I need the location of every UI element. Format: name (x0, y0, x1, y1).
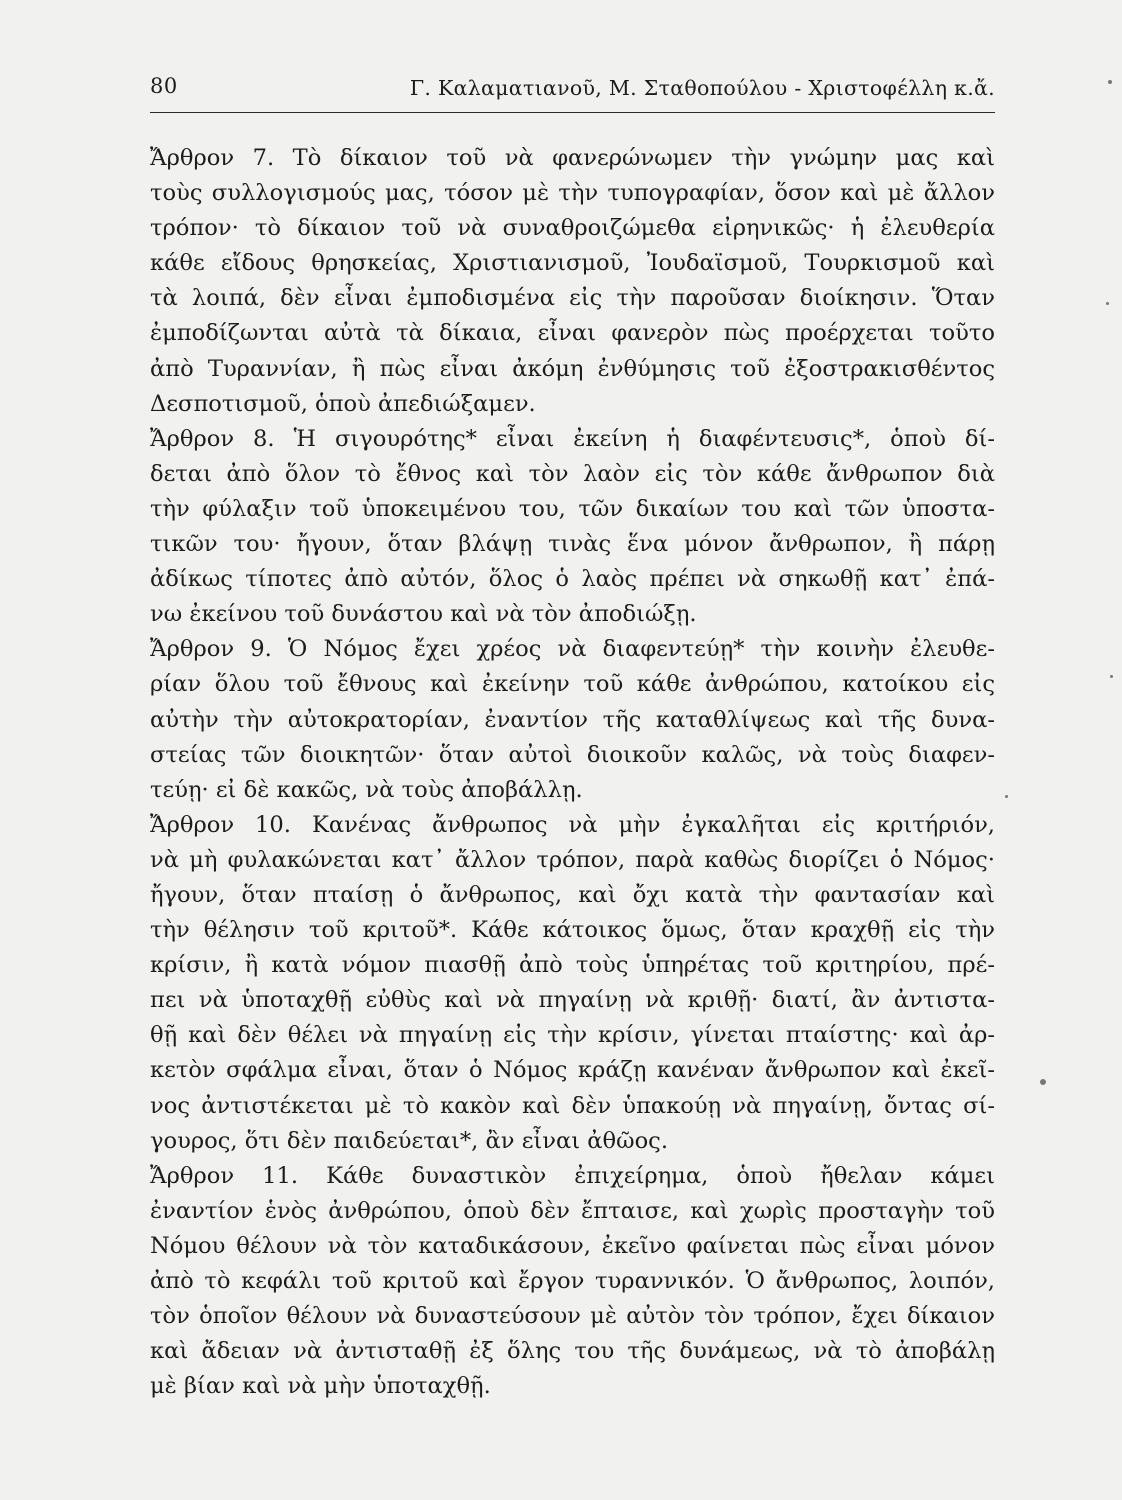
text-line: τοὺς συλλογισμούς μας, τόσον μὲ τὴν τυπογραφίαν, ὅσον καὶ μὲ ἄλλον (150, 180, 995, 207)
scan-speck (1106, 302, 1109, 305)
text-line: κρίσιν, ἢ κατὰ νόμον πιασθῇ ἀπὸ τοὺς ὑπηρέτας τοῦ κριτηρίου, πρέ- (150, 952, 995, 979)
text-line: τὴν θέλησιν τοῦ κριτοῦ*. Κάθε κάτοικος ὅμως, ὅταν κραχθῇ εἰς τὴν (150, 917, 995, 944)
text-line: νω ἐκείνου τοῦ δυνάστου καὶ νὰ τὸν ἀποδιώξῃ. (150, 601, 697, 628)
text-line: γουρος, ὅτι δὲν παιδεύεται*, ἂν εἶναι ἀθῶος. (150, 1127, 669, 1154)
text-line: ρίαν ὅλου τοῦ ἔθνους καὶ ἐκείνην τοῦ κάθε ἀνθρώπου, κατοίκου εἰς (150, 671, 995, 698)
text-line: καὶ ἄδειαν νὰ ἀντισταθῇ ἐξ ὅλης του τῆς δυνάμεως, νὰ τὸ ἀποβάλῃ (150, 1338, 995, 1365)
body-text (150, 141, 995, 1404)
text-line: ἐμποδίζωνται αὐτὰ τὰ δίκαια, εἶναι φανερὸν πὼς προέρχεται τοῦτο (150, 320, 995, 347)
text-line: Δεσποτισμοῦ, ὁποὺ ἀπεδιώξαμεν. (150, 390, 536, 417)
running-head: Γ. Καλαματιανοῦ, Μ. Σταθοπούλου - Χριστοφέλλη κ.ἄ. (409, 76, 995, 100)
text-line: Νόμου θέλουν νὰ τὸν καταδικάσουν, ἐκεῖνο φαίνεται πὼς εἶναι μόνον (150, 1232, 995, 1259)
text-line: Ἄρθρον 7. Τὸ δίκαιον τοῦ νὰ φανερώνωμεν τὴν γνώμην μας καὶ (150, 145, 995, 171)
text-line: Ἄρθρον 11. Κάθε δυναστικὸν ἐπιχείρημα, ὁποὺ ἤθελαν κάμει (150, 1162, 995, 1189)
text-line: ἀπὸ τὸ κεφάλι τοῦ κριτοῦ καὶ ἔργον τυραννικόν. Ὁ ἄνθρωπος, λοιπόν, (150, 1268, 995, 1294)
text-line: τρόπον· τὸ δίκαιον τοῦ νὰ συναθροιζώμεθα εἰρηνικῶς· ἡ ἐλευθερία (150, 215, 995, 242)
text-line: Ἄρθρον 9. Ὁ Νόμος ἔχει χρέος νὰ διαφεντεύῃ* τὴν κοινὴν ἐλευθε- (150, 636, 995, 663)
text-line: Ἄρθρον 8. Ἡ σιγουρότης* εἶναι ἐκείνη ἡ διαφέντευσις*, ὁποὺ δί- (150, 425, 995, 452)
text-line: κάθε εἴδους θρησκείας, Χριστιανισμοῦ, Ἰουδαϊσμοῦ, Τουρκισμοῦ καὶ (150, 250, 995, 277)
text-line: θῇ καὶ δὲν θέλει νὰ πηγαίνῃ εἰς τὴν κρίσιν, γίνεται πταίστης· καὶ ἀρ- (150, 1022, 995, 1049)
text-line: ἀδίκως τίποτες ἀπὸ αὐτόν, ὅλος ὁ λαὸς πρέπει νὰ σηκωθῇ κατ᾽ ἐπά- (150, 566, 995, 593)
text-line: τὸν ὁποῖον θέλουν νὰ δυναστεύσουν μὲ αὐτὸν τὸν τρόπον, ἔχει δίκαιον (150, 1303, 995, 1330)
text-line: μὲ βίαν καὶ νὰ μὴν ὑποταχθῇ. (150, 1373, 491, 1400)
text-line: ἐναντίον ἑνὸς ἀνθρώπου, ὁποὺ δὲν ἔπταισε, καὶ χωρὶς προσταγὴν τοῦ (150, 1197, 995, 1224)
text-line: ἤγουν, ὅταν πταίσῃ ὁ ἄνθρωπος, καὶ ὄχι κατὰ τὴν φαντασίαν καὶ (150, 881, 995, 908)
scan-speck (1005, 795, 1008, 798)
text-line: δεται ἀπὸ ὅλον τὸ ἔθνος καὶ τὸν λαὸν εἰς τὸν κάθε ἄνθρωπον διὰ (150, 460, 995, 487)
text-line: κετὸν σφάλμα εἶναι, ὅταν ὁ Νόμος κράζῃ κανέναν ἄνθρωπον καὶ ἐκεῖ- (150, 1057, 995, 1084)
scan-speck (1110, 675, 1113, 678)
text-line: νος ἀντιστέκεται μὲ τὸ κακὸν καὶ δὲν ὑπακούῃ νὰ πηγαίνῃ, ὄντας σί- (150, 1092, 995, 1119)
text-line: αὐτὴν τὴν αὐτοκρατορίαν, ἐναντίον τῆς καταθλίψεως καὶ τῆς δυνα- (150, 706, 995, 733)
text-line: ἀπὸ Τυραννίαν, ἢ πὼς εἶναι ἀκόμη ἐνθύμησις τοῦ ἐξοστρακισθέντος (150, 355, 995, 382)
text-line: στείας τῶν διοικητῶν· ὅταν αὐτοὶ διοικοῦν καλῶς, νὰ τοὺς διαφεν- (150, 741, 995, 768)
text-line: νὰ μὴ φυλακώνεται κατ᾽ ἄλλον τρόπον, παρὰ καθὼς διορίζει ὁ Νόμος· (150, 846, 995, 873)
text-line: τὴν φύλαξιν τοῦ ὑποκειμένου του, τῶν δικαίων του καὶ τῶν ὑποστα- (150, 495, 995, 522)
page-header (150, 72, 995, 113)
scan-speck (1040, 1079, 1046, 1085)
text-line: Ἄρθρον 10. Κανένας ἄνθρωπος νὰ μὴν ἐγκαλῆται εἰς κριτήριόν, (150, 811, 995, 838)
text-line: τεύῃ· εἰ δὲ κακῶς, νὰ τοὺς ἀποβάλλῃ. (150, 776, 583, 803)
text-line: τικῶν του· ἤγουν, ὅταν βλάψῃ τινὰς ἕνα μόνον ἄνθρωπον, ἢ πάρῃ (150, 531, 995, 558)
text-line: πει νὰ ὑποταχθῇ εὐθὺς καὶ νὰ πηγαίνῃ νὰ κριθῇ· διατί, ἂν ἀντιστα- (150, 987, 995, 1014)
scan-speck (1108, 80, 1112, 84)
text-line: τὰ λοιπά, δὲν εἶναι ἐμποδισμένα εἰς τὴν παροῦσαν διοίκησιν. Ὅταν (150, 285, 995, 312)
page-number: 80 (150, 74, 178, 98)
